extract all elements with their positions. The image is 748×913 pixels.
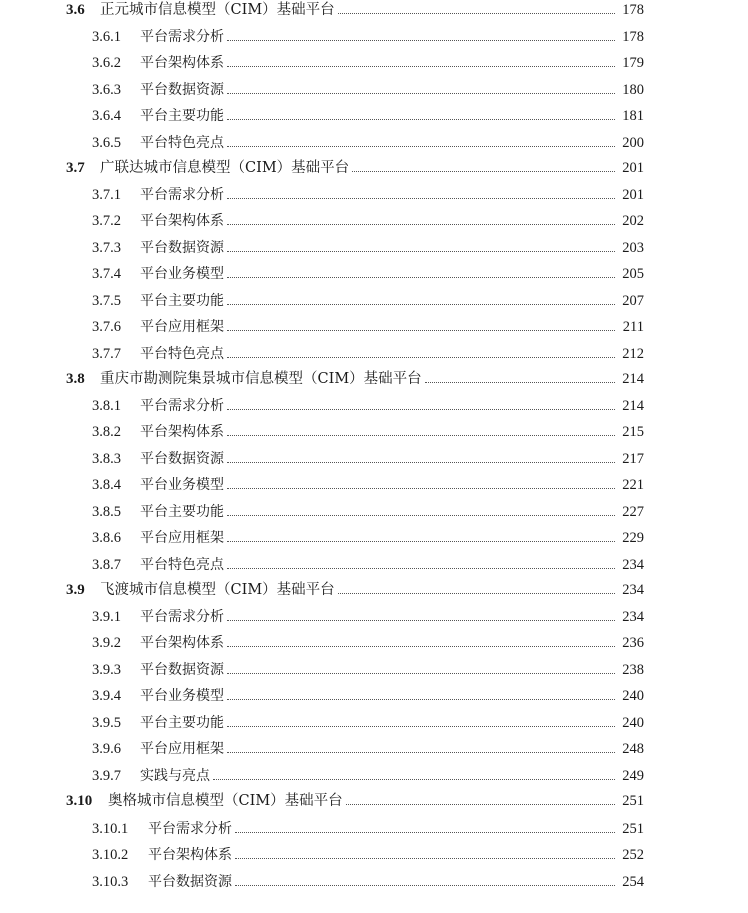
toc-entry-3-8-2 (92, 419, 644, 441)
toc-title: 平台业务模型 (140, 688, 224, 704)
toc-entry-3-6-5 (92, 130, 644, 152)
dot-leader (235, 858, 615, 859)
toc-page-number: 207 (622, 292, 644, 309)
toc-page-number: 214 (622, 397, 644, 414)
dot-leader (227, 409, 615, 410)
dot-leader (352, 171, 615, 172)
dot-leader (227, 515, 615, 516)
toc-number: 3.10.2 (92, 847, 129, 863)
dot-leader (227, 119, 615, 120)
toc-page-number: 251 (622, 820, 644, 837)
toc-entry-3-10-1 (92, 816, 644, 838)
dot-leader (227, 224, 615, 225)
toc-number: 3.9.6 (92, 741, 121, 757)
dot-leader (227, 541, 615, 542)
dot-leader (227, 198, 615, 199)
toc-title: 平台特色亮点 (140, 134, 224, 151)
toc-title: 飞渡城市信息模型（CIM）基础平台 (100, 582, 335, 598)
toc-entry-3-9-1 (92, 604, 644, 626)
toc-number: 3.9.3 (92, 661, 121, 678)
toc-entry-3-6-4 (92, 103, 644, 125)
toc-entry-3-8-4 (92, 472, 644, 494)
toc-title: 平台架构体系 (140, 55, 224, 71)
toc-page-number: 248 (622, 741, 644, 757)
toc-section-3-9 (66, 577, 644, 599)
toc-entry-3-8-7 (92, 552, 644, 574)
toc-page-number: 212 (622, 345, 644, 362)
toc-title: 平台应用框架 (140, 319, 224, 335)
toc-page-number: 227 (622, 503, 644, 520)
toc-title: 平台数据资源 (140, 239, 224, 256)
toc-section-3-8 (66, 366, 644, 388)
toc-title: 平台数据资源 (148, 873, 232, 890)
toc-number: 3.6 (66, 2, 85, 18)
dot-leader (227, 726, 615, 727)
toc-entry-3-8-1 (92, 393, 644, 415)
toc-number: 3.8 (66, 371, 85, 387)
toc-page-number: 236 (622, 635, 644, 651)
toc-title: 平台架构体系 (140, 213, 224, 229)
toc-page-number: 180 (622, 81, 644, 98)
toc-entry-3-9-5 (92, 710, 644, 732)
toc-number: 3.7.4 (92, 266, 121, 282)
dot-leader (227, 488, 615, 489)
toc-number: 3.6.2 (92, 55, 121, 71)
toc-page-number: 234 (622, 556, 644, 573)
toc-title: 平台应用框架 (140, 530, 224, 546)
toc-title: 平台数据资源 (140, 81, 224, 98)
toc-title: 重庆市勘测院集景城市信息模型（CIM）基础平台 (100, 371, 422, 387)
dot-leader (227, 752, 615, 753)
toc-title: 平台架构体系 (140, 635, 224, 651)
toc-number: 3.10.3 (92, 873, 129, 890)
dot-leader (227, 568, 615, 569)
toc-entry-3-8-5 (92, 499, 644, 521)
toc-number: 3.8.2 (92, 424, 121, 440)
toc-section-3-7 (66, 155, 644, 177)
toc-entry-3-7-4 (92, 261, 644, 283)
toc-page-number: 252 (622, 847, 644, 863)
toc-page-number: 178 (622, 28, 644, 45)
toc-entry-3-6-3 (92, 77, 644, 99)
toc-entry-3-7-1 (92, 182, 644, 204)
toc-page-number: 217 (622, 450, 644, 467)
toc-title: 平台需求分析 (140, 397, 224, 414)
dot-leader (346, 804, 615, 805)
toc-title: 平台特色亮点 (140, 556, 224, 573)
dot-leader (227, 699, 615, 700)
toc-page-number: 203 (622, 239, 644, 256)
toc-page-number: 178 (622, 2, 644, 18)
dot-leader (213, 779, 615, 780)
toc-number: 3.7.6 (92, 319, 121, 335)
toc-number: 3.9.1 (92, 608, 121, 625)
toc-page-number: 229 (622, 530, 644, 546)
toc-number: 3.9.2 (92, 635, 121, 651)
toc-page-number: 200 (622, 134, 644, 151)
toc-title: 平台主要功能 (140, 108, 224, 124)
toc-number: 3.10 (66, 793, 93, 809)
toc-entry-3-6-1 (92, 24, 644, 46)
toc-number: 3.8.6 (92, 530, 121, 546)
toc-page-number: 254 (622, 873, 644, 890)
toc-page-number: 214 (622, 371, 644, 387)
toc-page-number: 249 (622, 767, 644, 784)
dot-leader (227, 66, 615, 67)
toc-title: 广联达城市信息模型（CIM）基础平台 (100, 160, 350, 176)
toc-number: 3.10.1 (92, 820, 129, 837)
toc-entry-3-7-3 (92, 235, 644, 257)
toc-title: 平台需求分析 (140, 28, 224, 45)
toc-entry-3-6-2 (92, 50, 644, 72)
dot-leader (425, 382, 615, 383)
toc-section-3-10 (66, 788, 644, 810)
dot-leader (227, 620, 615, 621)
toc-page-number: 201 (622, 186, 644, 203)
toc-title: 平台应用框架 (140, 741, 224, 757)
dot-leader (227, 251, 615, 252)
toc-entry-3-8-3 (92, 446, 644, 468)
toc-title: 平台主要功能 (140, 714, 224, 731)
toc-number: 3.7 (66, 160, 85, 176)
toc-number: 3.8.1 (92, 397, 121, 414)
toc-entry-3-7-5 (92, 288, 644, 310)
toc-number: 3.6.3 (92, 81, 121, 98)
toc-entry-3-10-3 (92, 869, 644, 891)
toc-entry-3-9-3 (92, 657, 644, 679)
toc-number: 3.8.5 (92, 503, 121, 520)
toc-number: 3.6.1 (92, 28, 121, 45)
toc-title: 实践与亮点 (140, 767, 210, 784)
toc-title: 平台业务模型 (140, 477, 224, 493)
dot-leader (235, 832, 615, 833)
dot-leader (338, 593, 615, 594)
toc-title: 平台架构体系 (140, 424, 224, 440)
toc-title: 正元城市信息模型（CIM）基础平台 (100, 2, 335, 18)
toc-entry-3-9-7 (92, 763, 644, 785)
toc-number: 3.8.3 (92, 450, 121, 467)
toc-title: 平台主要功能 (140, 292, 224, 309)
toc-number: 3.8.4 (92, 477, 121, 493)
toc-title: 平台业务模型 (140, 266, 224, 282)
toc-page-number: 215 (622, 424, 644, 440)
toc-entry-3-10-2 (92, 842, 644, 864)
dot-leader (227, 330, 615, 331)
toc-number: 3.7.2 (92, 213, 121, 229)
toc-title: 平台需求分析 (140, 608, 224, 625)
toc-entry-3-9-2 (92, 630, 644, 652)
toc-section-3-6 (66, 0, 644, 19)
toc-number: 3.7.5 (92, 292, 121, 309)
toc-title: 平台架构体系 (148, 847, 232, 863)
toc-title: 平台需求分析 (140, 186, 224, 203)
toc-number: 3.9 (66, 582, 85, 598)
toc-page-number: 201 (622, 160, 644, 176)
toc-number: 3.9.7 (92, 767, 121, 784)
toc-title: 平台需求分析 (148, 820, 232, 837)
toc-page-number: 181 (622, 108, 644, 124)
toc-title: 平台数据资源 (140, 661, 224, 678)
dot-leader (227, 435, 615, 436)
dot-leader (227, 93, 615, 94)
dot-leader (227, 673, 615, 674)
toc-page-number: 202 (622, 213, 644, 229)
toc-page-number: 205 (622, 266, 644, 282)
toc-entry-3-9-6 (92, 736, 644, 758)
toc-entry-3-9-4 (92, 683, 644, 705)
toc-number: 3.9.4 (92, 688, 121, 704)
toc-page-number: 240 (622, 688, 644, 704)
toc-page-number: 251 (622, 793, 644, 809)
toc-entry-3-7-7 (92, 341, 644, 363)
toc-page-number: 234 (622, 582, 644, 598)
toc-page-number: 240 (622, 714, 644, 731)
toc-page-number: 238 (622, 661, 644, 678)
dot-leader (227, 40, 615, 41)
dot-leader (227, 462, 615, 463)
toc-page-number: 234 (622, 608, 644, 625)
toc-entry-3-7-2 (92, 208, 644, 230)
toc-number: 3.7.3 (92, 239, 121, 256)
toc-number: 3.6.4 (92, 108, 121, 124)
dot-leader (227, 277, 615, 278)
toc-number: 3.8.7 (92, 556, 121, 573)
dot-leader (338, 13, 615, 14)
dot-leader (227, 146, 615, 147)
toc-entry-3-8-6 (92, 525, 644, 547)
toc-number: 3.9.5 (92, 714, 121, 731)
toc-number: 3.6.5 (92, 134, 121, 151)
toc-title: 平台特色亮点 (140, 345, 224, 362)
dot-leader (235, 885, 615, 886)
toc-entry-3-7-6 (92, 314, 644, 336)
toc-number: 3.7.7 (92, 345, 121, 362)
toc-number: 3.7.1 (92, 186, 121, 203)
toc-title: 平台主要功能 (140, 503, 224, 520)
dot-leader (227, 304, 615, 305)
toc-page-number: 179 (622, 55, 644, 71)
toc-title: 奥格城市信息模型（CIM）基础平台 (108, 793, 343, 809)
dot-leader (227, 357, 615, 358)
toc-page-number: 211 (622, 319, 644, 335)
toc-page-number: 221 (622, 477, 644, 493)
dot-leader (227, 646, 615, 647)
toc-title: 平台数据资源 (140, 450, 224, 467)
